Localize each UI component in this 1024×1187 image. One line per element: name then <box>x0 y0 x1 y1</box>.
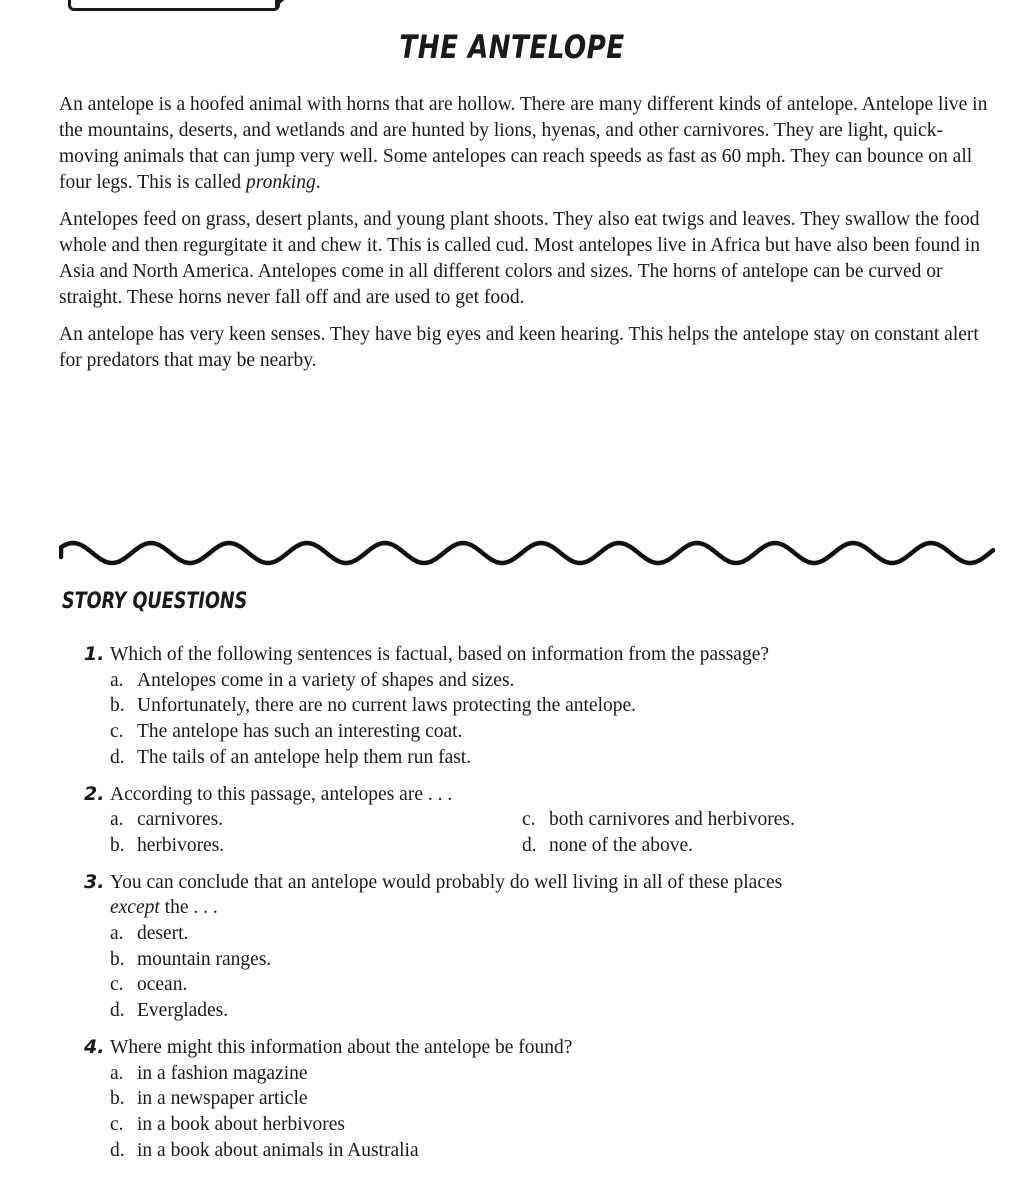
answer-option: c. both carnivores and herbivores. <box>522 809 795 831</box>
page-title: THE ANTELOPE <box>399 28 625 66</box>
emphasis-pronking: pronking <box>246 172 316 193</box>
questions-list <box>84 642 984 1174</box>
question-text: Which of the following sentences is factual, based on information from the passage? <box>110 644 770 665</box>
answer-options <box>110 807 984 858</box>
answer-option: c. ocean. <box>110 974 188 996</box>
question-4 <box>84 1035 984 1164</box>
emphasis-except: except <box>110 897 160 919</box>
answer-option: b. in a newspaper article <box>110 1088 308 1110</box>
answer-option: d. none of the above. <box>522 834 694 856</box>
question-number: 2. <box>84 782 105 805</box>
answer-option: b. herbivores. <box>110 834 225 856</box>
answer-option: b. Unfortunately, there are no current laws protecting the antelope. <box>110 695 637 717</box>
wave-divider <box>59 536 995 570</box>
answer-option: b. mountain ranges. <box>110 948 272 970</box>
wave-line <box>61 543 993 563</box>
question-2 <box>84 782 984 859</box>
answer-option: a. in a fashion magazine <box>110 1062 308 1084</box>
answer-option: a. Antelopes come in a variety of shapes and sizes. <box>110 669 515 691</box>
passage-paragraph-2: Antelopes feed on grass, desert plants, and young plant shoots. They also eat twigs and leaves. They swallow the food whole and then regurgitate it and chew it. This is called cud. Most antelopes live in Africa but have also been found in Asia and North America. Antelopes come in all different colors and sizes. The horns of antelope can be curved or straight. These horns never fall off and are used to get food. <box>59 209 980 308</box>
section-heading: STORY QUESTIONS <box>62 589 248 614</box>
answer-option: c. in a book about herbivores <box>110 1113 345 1135</box>
question-number: 1. <box>84 643 105 665</box>
badge-arrow-icon <box>275 0 289 8</box>
question-text: You can conclude that an antelope would probably do well living in all of these places except the . . . <box>110 871 783 919</box>
question-3 <box>84 870 984 1024</box>
question-number: 4. <box>84 1035 105 1058</box>
passage-paragraph-1: An antelope is a hoofed animal with horns that are hollow. There are many different kinds of antelope. Antelope live in the mountains, deserts, and wetlands and are hunted by lions, hyenas, and other carnivores. They are light, quick-moving animals that can jump very well. Some antelopes can reach speeds as fast as 60 mph. They can bounce on all four legs. This is called pronking. <box>59 94 988 193</box>
question-1 <box>84 642 984 771</box>
answer-option: d. Everglades. <box>110 1000 229 1022</box>
answer-option: c. The antelope has such an interesting coat. <box>110 721 463 743</box>
question-number: 3. <box>84 870 105 893</box>
answer-option: a. desert. <box>110 923 189 945</box>
answer-options <box>110 668 984 771</box>
answer-options <box>110 921 984 1024</box>
answer-option: d. The tails of an antelope help them run fast. <box>110 746 472 768</box>
answer-option: d. in a book about animals in Australia <box>110 1139 419 1161</box>
question-text: Where might this information about the antelope be found? <box>110 1036 573 1058</box>
answer-options <box>110 1061 984 1164</box>
reading-passage <box>59 92 994 385</box>
answer-option: a. carnivores. <box>110 809 224 831</box>
passage-paragraph-3: An antelope has very keen senses. They have big eyes and keen hearing. This helps the antelope stay on constant alert for predators that may be nearby. <box>59 324 979 371</box>
question-text: According to this passage, antelopes are . . . <box>110 783 453 805</box>
corner-badge <box>68 0 280 11</box>
